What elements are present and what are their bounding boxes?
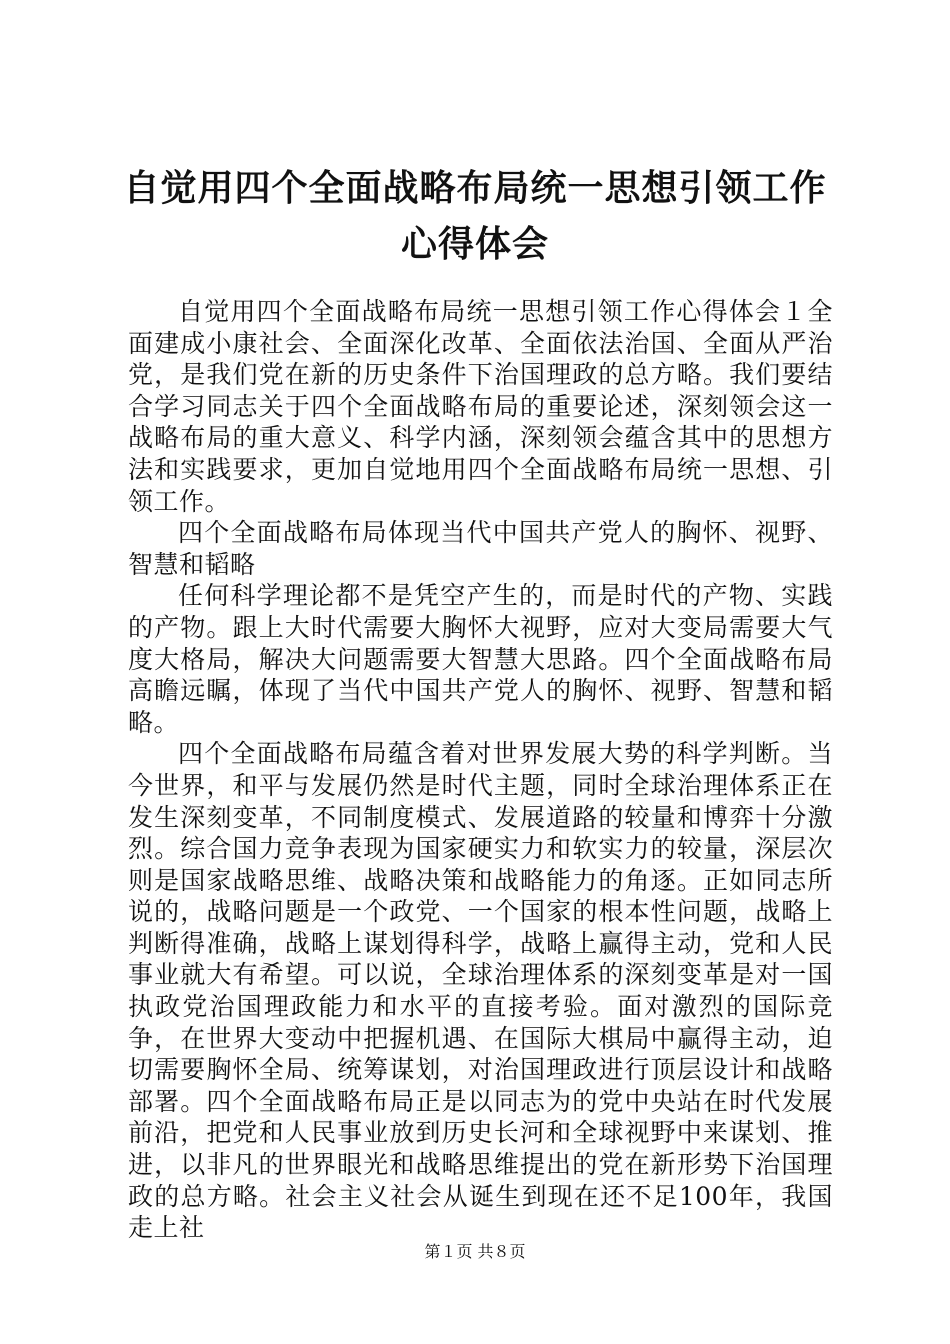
paragraph: 自觉用四个全面战略布局统一思想引领工作心得体会１全面建成小康社会、全面深化改革、全面依法治国、全面从严治党，是我们党在新的历史条件下治国理政的总方略。我们要结合学习同志关于四个全面战略布局的重要论述，深刻领会这一战略布局的重大意义、科学内涵，深刻领会蕴含其中的思想方法和实践要求，更加自觉地用四个全面战略布局统一思想、引领工作。 [128,297,833,516]
page-number: 第１页 共８页 [424,1242,526,1261]
document-body [128,296,833,1244]
paragraph: 四个全面战略布局体现当代中国共产党人的胸怀、视野、智慧和韬略 [128,518,833,579]
paragraph: 四个全面战略布局蕴含着对世界发展大势的科学判断。当今世界，和平与发展仍然是时代主题，同时全球治理体系正在发生深刻变革，不同制度模式、发展道路的较量和博弈十分激烈。综合国力竞争表现为国家硬实力和软实力的较量，深层次则是国家战略思维、战略决策和战略能力的角逐。正如同志所说的，战略问题是一个政党、一个国家的根本性问题，战略上判断得准确，战略上谋划得科学，战略上赢得主动，党和人民事业就大有希望。可以说，全球治理体系的深刻变革是对一国执政党治国理政能力和水平的直接考验。面对激烈的国际竞争，在世界大变动中把握机遇、在国际大棋局中赢得主动，迫切需要胸怀全局、统筹谋划，对治国理政进行顶层设计和战略部署。四个全面战略布局正是以同志为的党中央站在时代发展前沿，把党和人民事业放到历史长河和全球视野中来谋划、推进，以非凡的世界眼光和战略思维提出的党在新形势下治国理政的总方略。社会主义社会从诞生到现在还不足100年，我国走上社 [128,739,833,1243]
document-title: 自觉用四个全面战略布局统一思想引领工作心得体会 [123,167,827,265]
paragraph: 任何科学理论都不是凭空产生的，而是时代的产物、实践的产物。跟上大时代需要大胸怀大视野，应对大变局需要大气度大格局，解决大问题需要大智慧大思路。四个全面战略布局高瞻远瞩，体现了当代中国共产党人的胸怀、视野、智慧和韬略。 [128,581,833,737]
